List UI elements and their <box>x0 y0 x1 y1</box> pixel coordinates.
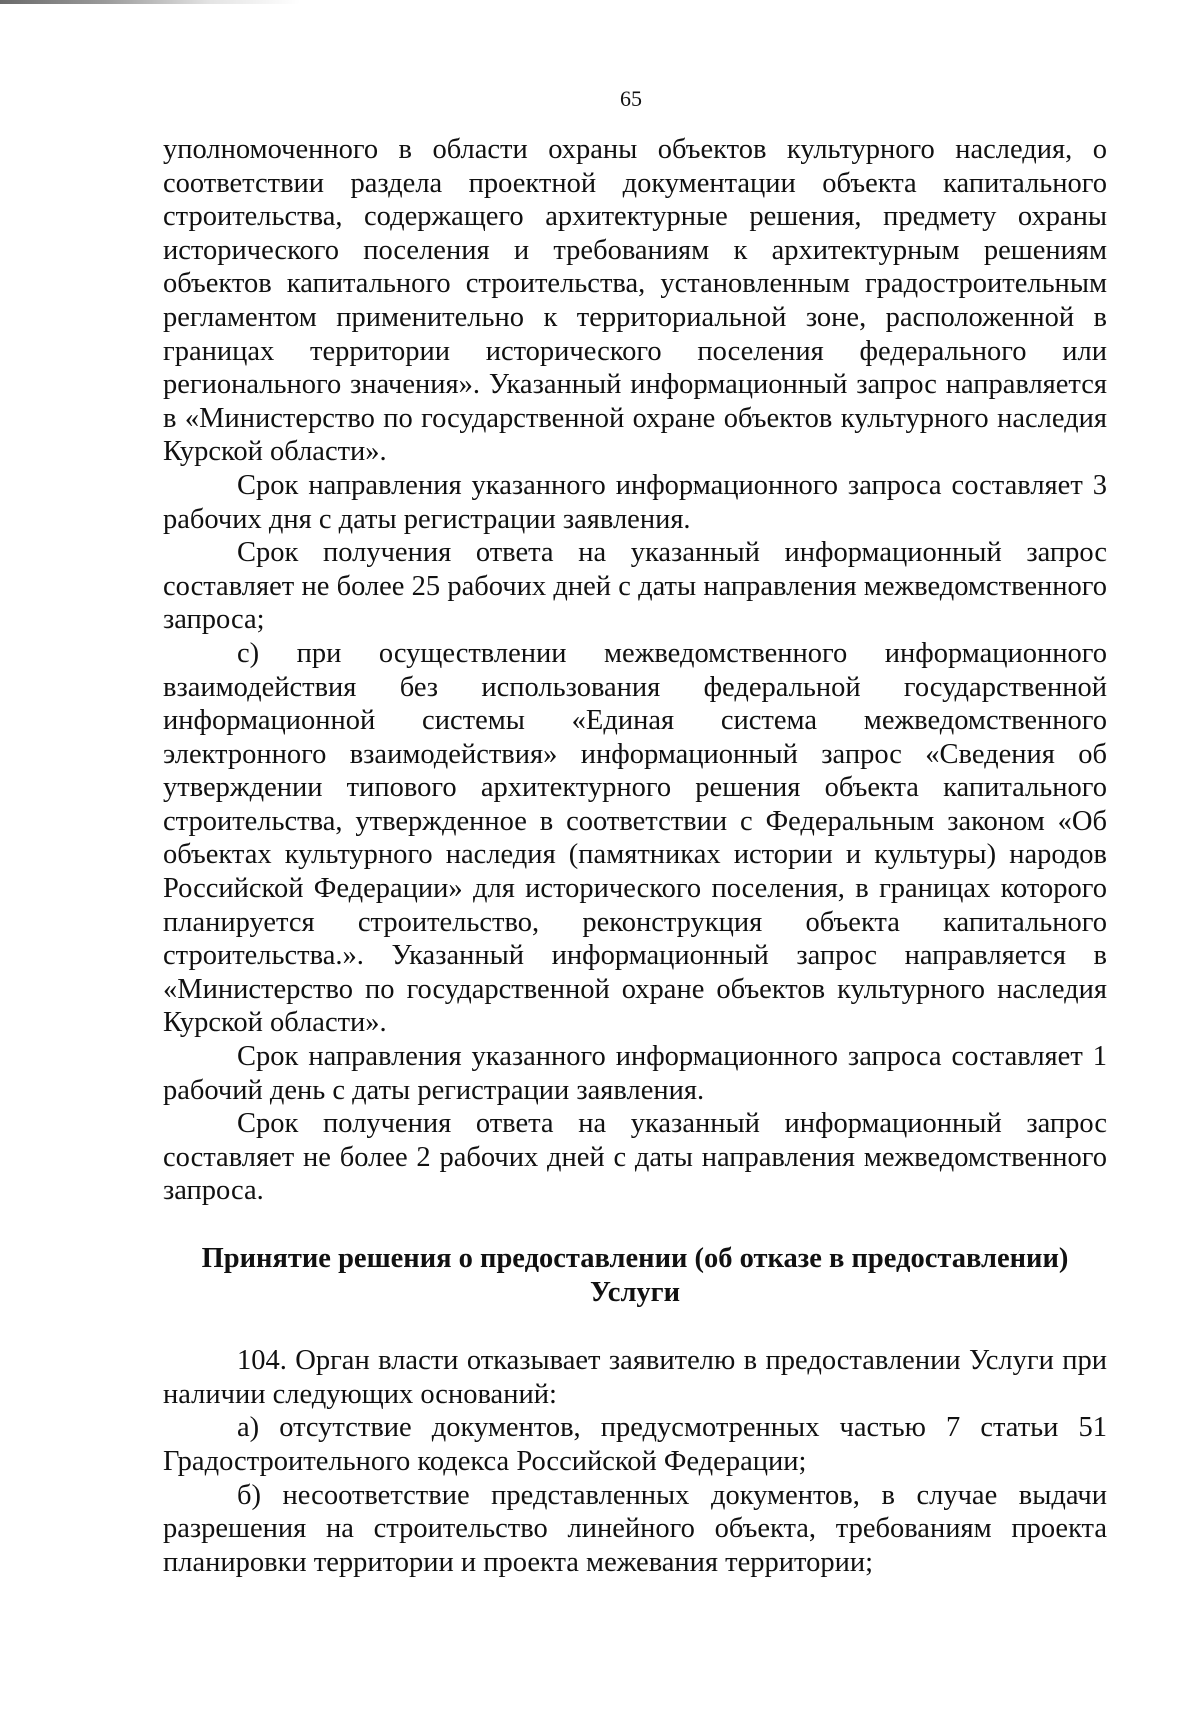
scan-edge-mark <box>0 0 300 4</box>
paragraph: с) при осуществлении межведомственного информационного взаимодействия без использования федеральной государственной информационной системы «Единая система межведомственного электронного взаимодействия» информационный запрос «Сведения об утверждении типового архитектурного решения объекта капитального строительства, утвержденное в соответствии с Федеральным законом «Об объектах культурного наследия (памятниках истории и культуры) народов Российской Федерации» для исторического поселения, в границах которого планируется строительство, реконструкция объекта капитального строительства.». Указанный информационный запрос направляется в «Министерство по государственной охране объектов культурного наследия Курской области». <box>163 637 1107 1039</box>
section-heading-line: Принятие решения о предоставлении (об отказе в предоставлении) <box>201 1243 1069 1274</box>
section-heading-line: Услуги <box>589 1276 681 1308</box>
paragraph: Срок направления указанного информационного запроса составляет 1 рабочий день с даты регистрации заявления. <box>163 1041 1107 1106</box>
document-body <box>163 133 1107 1579</box>
paragraph: б) несоответствие представленных документов, в случае выдачи разрешения на строительство линейного объекта, требованиям проекта планировки территории и проекта межевания территории; <box>163 1479 1107 1578</box>
paragraph: Срок направления указанного информационного запроса составляет 3 рабочих дня с даты регистрации заявления. <box>163 469 1107 535</box>
page-number: 65 <box>620 86 642 111</box>
paragraph: уполномоченного в области охраны объектов культурного наследия, о соответствии раздела проектной документации объекта капитального строительства, содержащего архитектурные решения, предмету охраны исторического поселения и требованиям к архитектурным решениям объектов капитального строительства, установленным градостроительным регламентом применительно к территориальной зоне, расположенной в границах территории исторического поселения федерального или регионального значения». Указанный информационный запрос направляется в «Министерство по государственной охране объектов культурного наследия Курской области». <box>163 134 1107 468</box>
paragraph: Срок получения ответа на указанный информационный запрос составляет не более 25 рабочих дней с даты направления межведомственного запроса; <box>163 537 1107 636</box>
paragraph: а) отсутствие документов, предусмотренных частью 7 статьи 51 Градостроительного кодекса Российской Федерации; <box>163 1412 1107 1477</box>
paragraph: Срок получения ответа на указанный информационный запрос составляет не более 2 рабочих дней с даты направления межведомственного запроса. <box>163 1108 1107 1207</box>
paragraph: 104. Орган власти отказывает заявителю в предоставлении Услуги при наличии следующих оснований: <box>163 1345 1107 1410</box>
section-heading <box>163 1242 1107 1309</box>
